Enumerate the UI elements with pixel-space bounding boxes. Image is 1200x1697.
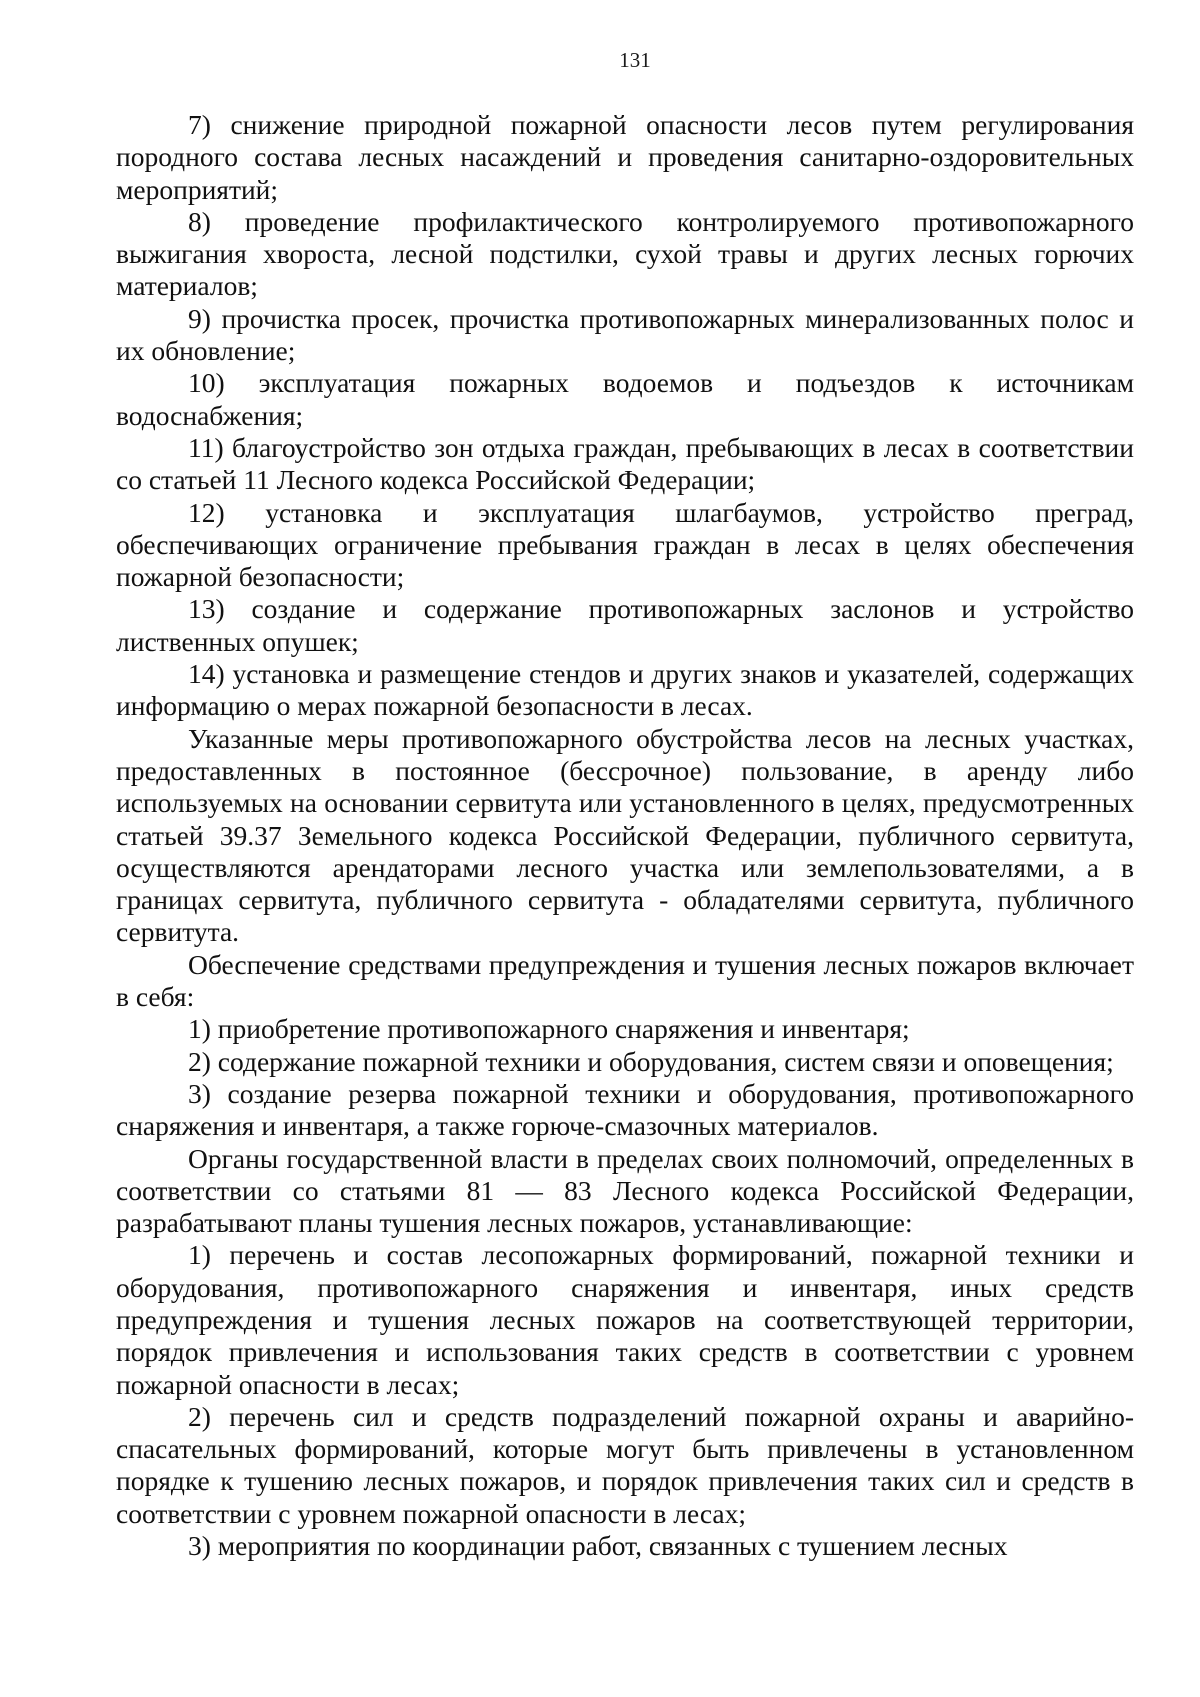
paragraph: 11) благоустройство зон отдыха граждан, пребывающих в лесах в соответствии со статьей 11 Лесного кодекса Российской Федерации; <box>116 431 1134 496</box>
paragraph: 1) приобретение противопожарного снаряжения и инвентаря; <box>188 1013 910 1045</box>
paragraph: 12) установка и эксплуатация шлагбаумов, устройство преград, обеспечивающих ограничение пребывания граждан в лесах в целях обеспечения пожарной безопасности; <box>116 496 1134 593</box>
paragraph: 10) эксплуатация пожарных водоемов и подъездов к источникам водоснабжения; <box>116 367 1134 431</box>
paragraph: 9) прочистка просек, прочистка противопожарных минерализованных полос и их обновление; <box>116 302 1134 367</box>
paragraph: Органы государственной власти в пределах своих полномочий, определенных в соответствии со статьями 81 — 83 Лесного кодекса Российской Федерации, разрабатывают планы тушения лесных пожаров, устанавливающие: <box>116 1142 1134 1239</box>
paragraph: 2) перечень сил и средств подразделений пожарной охраны и аварийно-спасательных формирований, которые могут быть привлечены в установленном порядке к тушению лесных пожаров, и порядок привлечения таких сил и средств в соответствии с уровнем пожарной опасности в лесах; <box>116 1400 1134 1529</box>
paragraph: 1) перечень и состав лесопожарных формирований, пожарной техники и оборудования, противопожарного снаряжения и инвентаря, иных средств предупреждения и тушения лесных пожаров на соответствующей территории, порядок привлечения и использования таких средств в соответствии с уровнем пожарной опасности в лесах; <box>116 1239 1134 1400</box>
document-body <box>116 109 1134 1562</box>
paragraph: Обеспечение средствами предупреждения и тушения лесных пожаров включает в себя: <box>116 948 1134 1013</box>
page-number: 131 <box>619 48 651 72</box>
paragraph: 2) содержание пожарной техники и оборудования, систем связи и оповещения; <box>188 1045 1114 1077</box>
paragraph: Указанные меры противопожарного обустройства лесов на лесных участках, предоставленных в постоянное (бессрочное) пользование, в аренду либо используемых на основании сервитута или установленного в целях, предусмотренных статьей 39.37 Земельного кодекса Российской Федерации, публичного сервитута, осуществляются арендаторами лесного участка или землепользователями, а в границах сервитута, публичного сервитута - обладателями сервитута, публичного сервитута. <box>116 722 1134 948</box>
paragraph: 3) мероприятия по координации работ, связанных с тушением лесных <box>188 1530 1008 1562</box>
paragraph: 14) установка и размещение стендов и других знаков и указателей, содержащих информацию о мерах пожарной безопасности в лесах. <box>116 658 1134 722</box>
paragraph: 7) снижение природной пожарной опасности лесов путем регулирования породного состава лесных насаждений и проведения санитарно-оздоровительных мероприятий; <box>116 109 1134 205</box>
paragraph: 13) создание и содержание противопожарных заслонов и устройство лиственных опушек; <box>116 593 1134 657</box>
paragraph: 3) создание резерва пожарной техники и оборудования, противопожарного снаряжения и инвентаря, а также горюче-смазочных материалов. <box>116 1077 1134 1142</box>
paragraph: 8) проведение профилактического контролируемого противопожарного выжигания хвороста, лесной подстилки, сухой травы и других лесных горючих материалов; <box>116 205 1134 302</box>
